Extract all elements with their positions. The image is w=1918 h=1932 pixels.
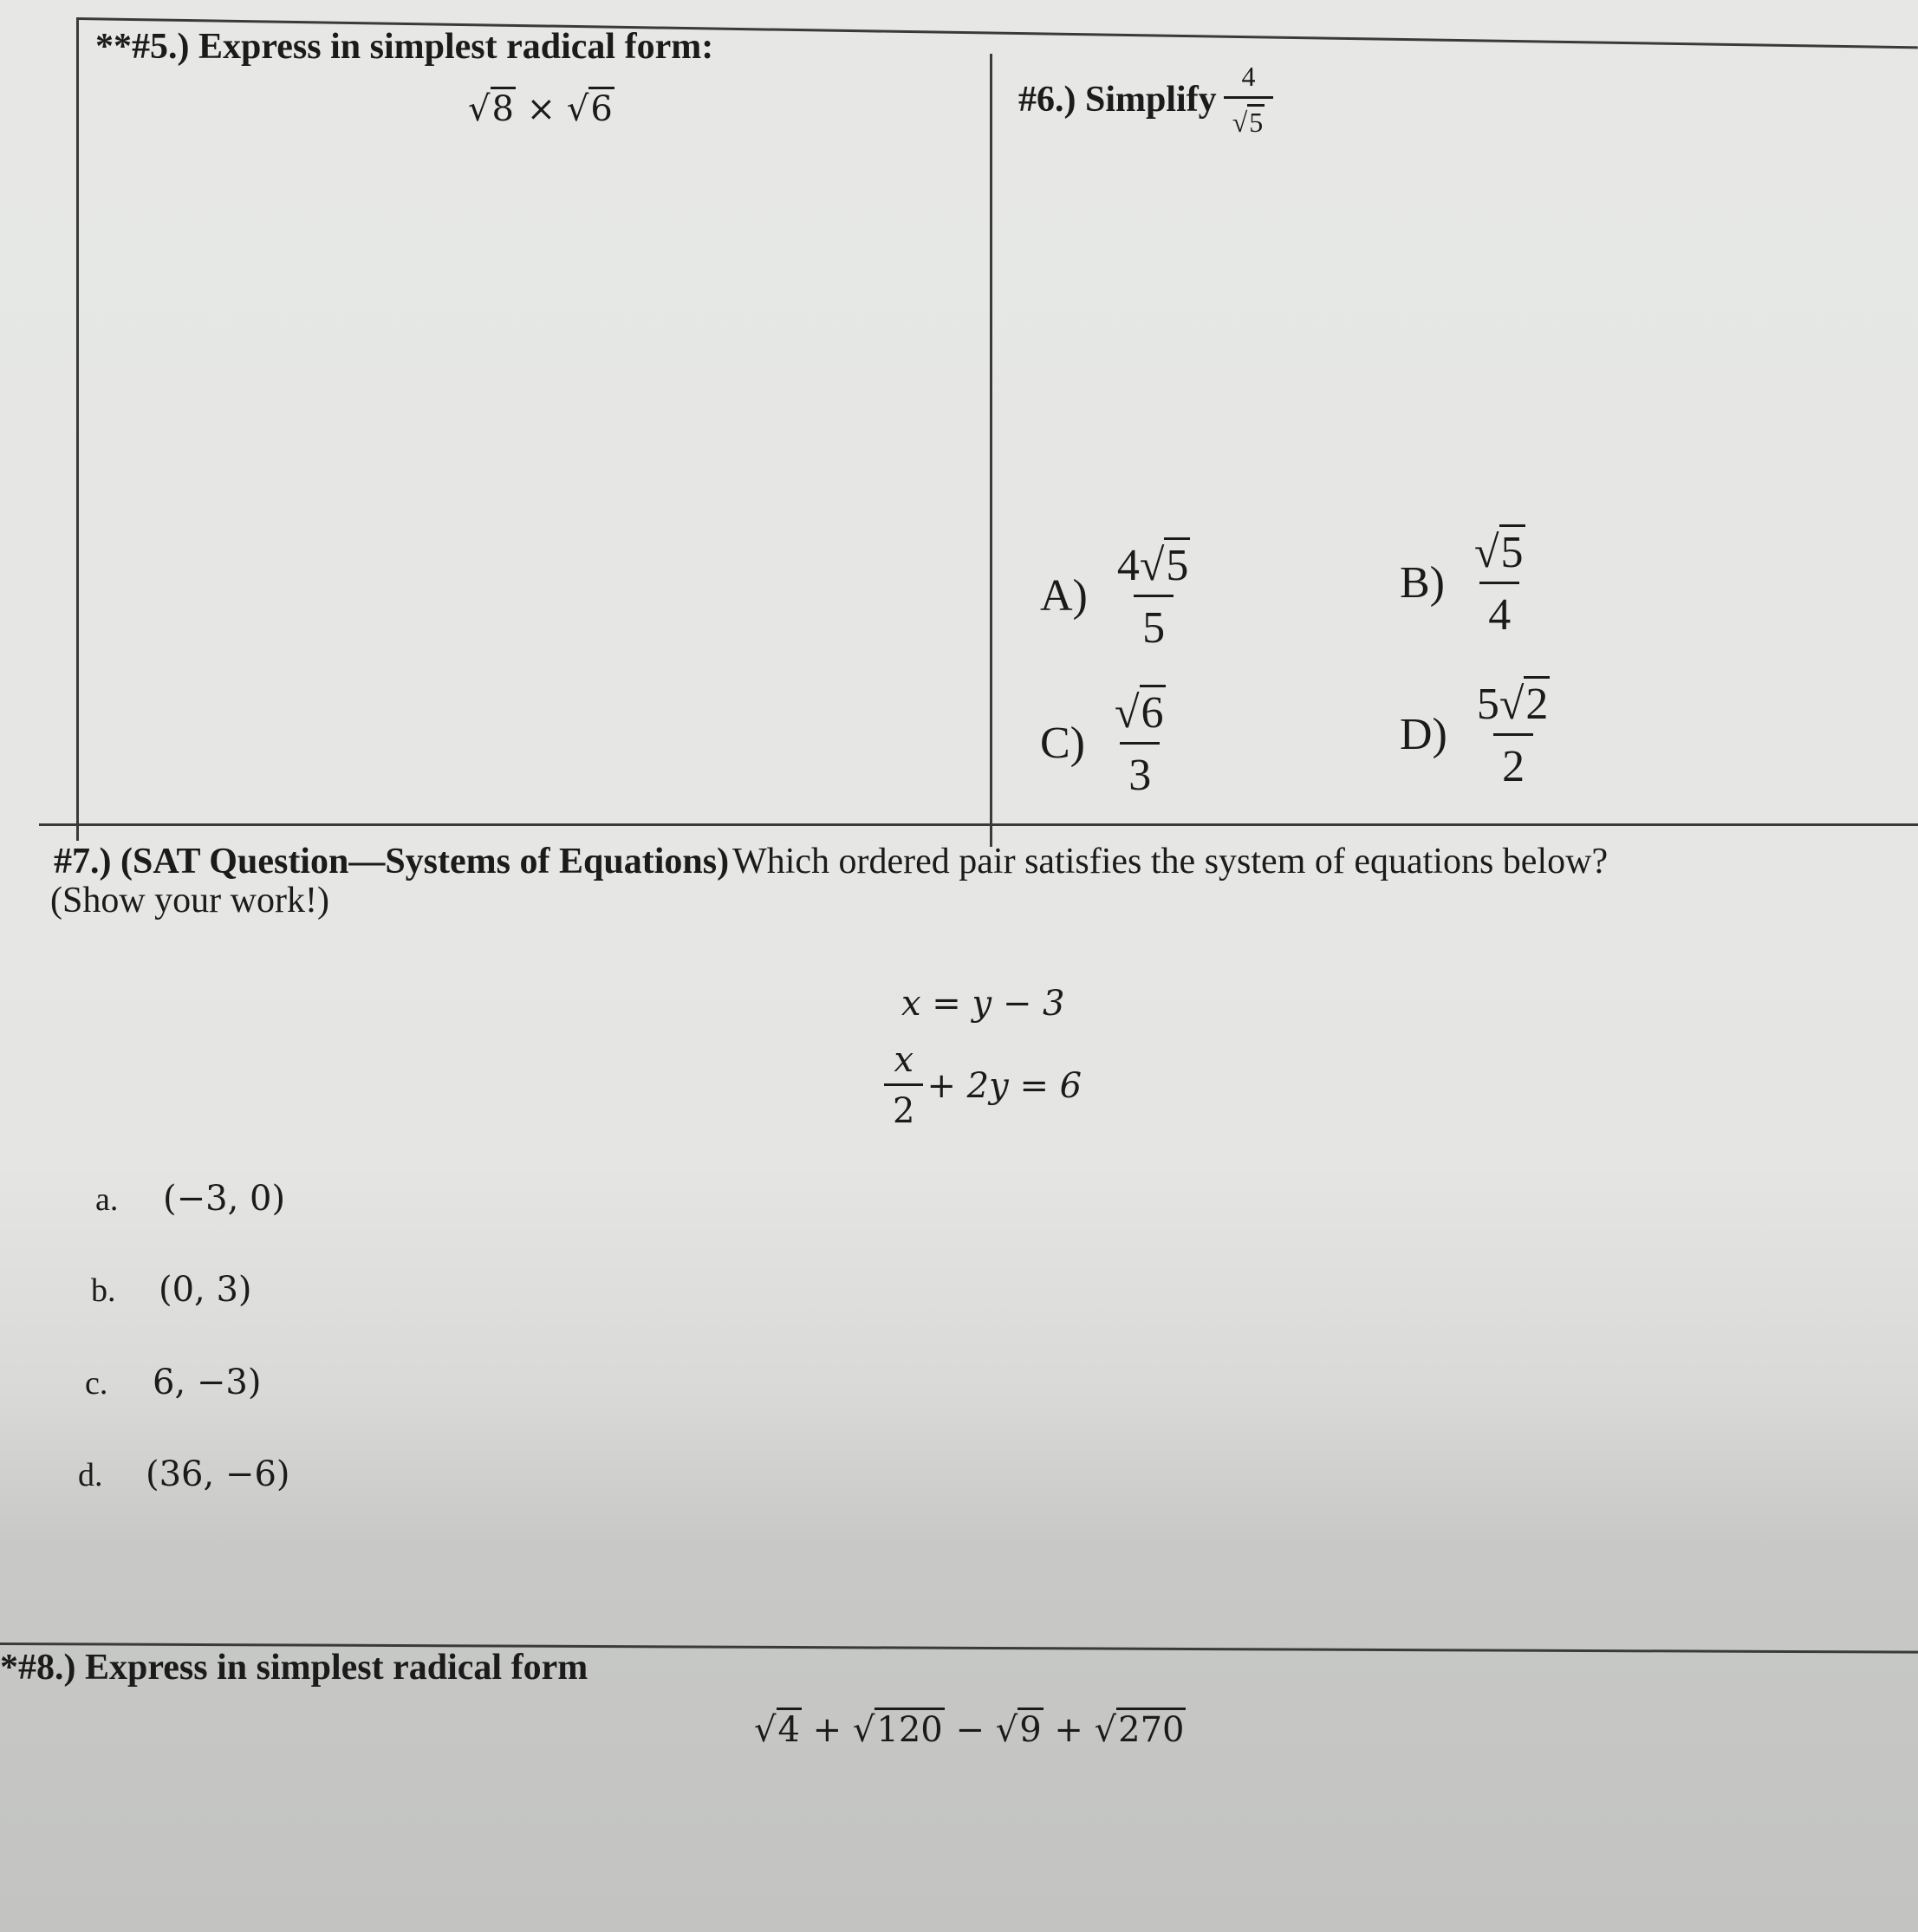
q7-equation-2 <box>884 1040 1082 1131</box>
q8-term-3: 9 <box>1018 1708 1043 1750</box>
choice-a-coef: 4 <box>1116 541 1140 590</box>
q7-option-c: c. 6, −3) <box>85 1363 262 1402</box>
choice-a-radicand: 5 <box>1164 537 1190 591</box>
choice-b-radicand: 5 <box>1499 524 1525 578</box>
q7-equation-1: x = y − 3 <box>901 984 1065 1024</box>
q6-choice-a: A) $\frac{4√5}{5}$ <box>1040 537 1199 654</box>
q5-heading: **#5.) Express in simplest radical form: <box>95 27 714 67</box>
q6-heading-row: #6.) Simplify $\frac{4}{√5}$ <box>1018 61 1273 139</box>
q8-term-1: 4 <box>777 1708 802 1750</box>
choice-d-label: D) <box>1400 709 1447 759</box>
q8-term-4: 270 <box>1116 1708 1186 1750</box>
q8-heading: *#8.) Express in simplest radical form <box>0 1648 588 1688</box>
q6-frac-numerator: 4 <box>1241 61 1256 92</box>
q5-radicand-2: 6 <box>588 87 614 129</box>
q6-choice-d: D) $\frac{5√2}{2}$ <box>1400 676 1558 792</box>
q7-option-b: b. (0, 3) <box>91 1270 252 1310</box>
q7-top-border <box>39 823 1918 826</box>
choice-c-denominator: 3 <box>1120 742 1160 801</box>
q6-choice-b: B) $\frac{√5}{4}$ <box>1400 524 1534 641</box>
choice-b-label: B) <box>1400 557 1445 608</box>
q7-option-d: d. (36, −6) <box>78 1454 290 1494</box>
q8-op-2: − <box>955 1710 985 1750</box>
choice-d-radicand: 2 <box>1524 676 1550 730</box>
choice-a-label: A) <box>1040 570 1088 621</box>
q6-heading: #6.) Simplify <box>1018 80 1217 120</box>
q7-option-a: a. (−3, 0) <box>95 1179 286 1219</box>
choice-c-label: C) <box>1040 718 1085 768</box>
q7-note: (Show your work!) <box>50 881 329 920</box>
q7-eq2-numerator: x <box>894 1040 913 1080</box>
q5-expression: √8 × √6 <box>468 87 614 129</box>
choice-c-radicand: 6 <box>1140 685 1166 738</box>
q8-op-1: + <box>812 1710 842 1750</box>
left-border <box>76 17 79 841</box>
q8-op-3: + <box>1054 1710 1083 1750</box>
choice-b-denominator: 4 <box>1479 582 1519 641</box>
q6-choice-c: C) $\frac{√6}{3}$ <box>1040 685 1174 801</box>
q7-heading: #7.) (SAT Question—Systems of Equations) <box>54 842 730 881</box>
q5-operator: × <box>526 89 556 129</box>
center-divider <box>990 54 992 847</box>
q7-eq2-denominator: 2 <box>884 1083 923 1131</box>
q8-expression: √4 + √120 − √9 + √270 <box>754 1708 1186 1750</box>
q7-eq2-rest: + 2y = 6 <box>926 1065 1083 1106</box>
q8-term-2: 120 <box>874 1708 944 1750</box>
q5-radicand-1: 8 <box>491 87 516 129</box>
q7-heading-row <box>54 841 1608 882</box>
choice-d-denominator: 2 <box>1493 733 1533 792</box>
choice-a-denominator: 5 <box>1134 595 1174 654</box>
choice-d-coef: 5 <box>1476 680 1499 729</box>
q6-frac-denominator: 5 <box>1247 104 1265 139</box>
q7-question: Which ordered pair satisfies the system of equations below? <box>732 842 1609 881</box>
